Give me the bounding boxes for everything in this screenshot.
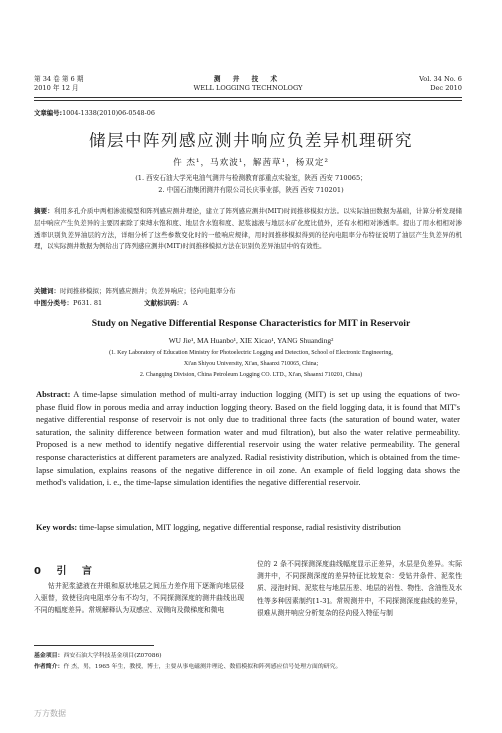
body-column-right: 位的 2 条不同探测深度曲线幅度显示正差异，水层是负差异。实际测井中，不同探测深度的差异特征比较复杂：受钻井条件、泥浆性质、浸泡时间、泥浆柱与地层压差、地层的岩性、物性、含油性及水性等多种因素制约[1-3]。常规测井中，不同探测深度曲线的差异，很难从测井响应分析复杂的径向侵入特征与制 xyxy=(257,560,462,617)
header-rule-thick xyxy=(34,97,462,98)
document-code: 文献标识码：A xyxy=(144,299,188,307)
title-english: Study on Negative Differential Response Characteristics for MIT in Reservoir xyxy=(91,318,411,329)
running-header xyxy=(34,75,462,97)
affiliation-english-3: 2. Changqing Division, China Petroleum Logging CO. LTD., Xi'an, Shaanxi 710201, China) xyxy=(139,372,363,378)
footnote-author: 作者简介：仵 杰，男，1965 年生，教授，博士，主要从事电磁测井理论、数值模拟和阵列感应信号处理方面的研究。 xyxy=(34,664,342,670)
abstract-english: Abstract: A time-lapse simulation method of multi-array induction logging (MIT) is set up using the equations of two-phase fluid flow in porous media and array induction logging theory. Based on the field logging data, it is found that MIT's negative differential response of reservoir is not only due to traditional three facts (the saturation of bound water, water saturation, the salinity difference between formation water and mud filtration), but also the water relative permeability. Proposed is a new method to identify negative differential reservoir using the water relative permeability. The general response characteristics at different parameters are analyzed. Radial resistivity distribution, which is obtained from the time-lapse simulation, explains reasons of the negative difference in oil zone. An example of field logging data shows the method's validation, i. e., the time-lapse simulation identifies the negative differential reservoir. xyxy=(36,390,460,488)
abstract-chinese: 摘要：利用多孔介质中两相渗流模型和阵列感应测井理论，建立了阵列感应测井(MIT)时间推移模拟方法。以实际油田数据为基础，计算分析发现储层中响应产生负差异的主要因素除了束缚水饱和度、地层含水饱和度、泥浆滤液与地层水矿化度比值外，还有水相相对渗透率。提出了用水相相对渗透率识别负差异油层的方法，详细分析了这些参数变化时的一般响应规律，用时间推移模拟得到的径向电阻率分布特征说明了油层产生负差异的机理，以实际测井数据为例给出了阵列感应测井(MIT)时间推移模拟方法在识别负差异油层中的有效性。 xyxy=(34,207,462,251)
footnote-rule xyxy=(34,645,154,646)
header-rule-thin xyxy=(34,100,462,101)
title-chinese: 储层中阵列感应测井响应负差异机理研究 xyxy=(89,131,413,150)
body-column-left xyxy=(34,562,244,617)
authors-english: WU Jie¹, MA Huanbo¹, XIE Xicao¹, YANG Shuanding² xyxy=(168,336,334,345)
header-volume-info: 第 34 卷 第 6 期 2010 年 12 月 xyxy=(34,75,84,92)
affiliation-chinese-2: 2. 中国石油集团测井有限公司长庆事业部，陕西 西安 710201) xyxy=(158,186,344,194)
keywords-english: Key words: time-lapse simulation, MIT logging, negative differential response, radial resistivity distribution xyxy=(36,523,401,532)
keywords-chinese: 关键词：时间推移模拟；阵列感应测井；负差异响应；径向电阻率分布 xyxy=(34,287,236,295)
header-volume-info-en: Vol. 34 No. 6 Dec 2010 xyxy=(419,75,462,92)
introduction-paragraph: 钻井泥浆滤液在井眼和原状地层之间压力差作用下逐渐向地层侵入驱替，致使径向电阻率分布不均匀，不同探测深度的测井曲线出现不同的幅度差异。常规解释认为双感应、双侧向及微梯度和微电 xyxy=(34,582,244,615)
affiliation-chinese-1: (1. 西安石油大学光电油气测井与检测教育部重点实验室，陕西 西安 710065； xyxy=(135,174,367,182)
affiliation-english-2: Xi'an Shiyou University, Xi'an, Shaanxi 710065, China; xyxy=(183,361,319,367)
affiliation-english-1: (1. Key Laboratory of Education Ministry for Photoelectric Logging and Detection, School of Electronic Engineering, xyxy=(109,350,393,356)
authors-chinese: 仵 杰¹，马欢波¹，解茜草¹，杨双定² xyxy=(173,158,329,168)
header-journal-name: 测 井 技 术 WELL LOGGING TECHNOLOGY xyxy=(193,75,303,92)
footnote-fund: 基金项目：西安石油大学科技基金项目(Z07086) xyxy=(34,653,162,659)
section-heading-introduction: 0 引 言 xyxy=(34,566,98,577)
watermark: 万方数据 xyxy=(34,709,66,718)
classification-line: 中图分类号：P631. 81 文献标识码：A xyxy=(34,299,188,307)
article-number: 文章编号:1004-1338(2010)06-0548-06 xyxy=(34,109,155,117)
